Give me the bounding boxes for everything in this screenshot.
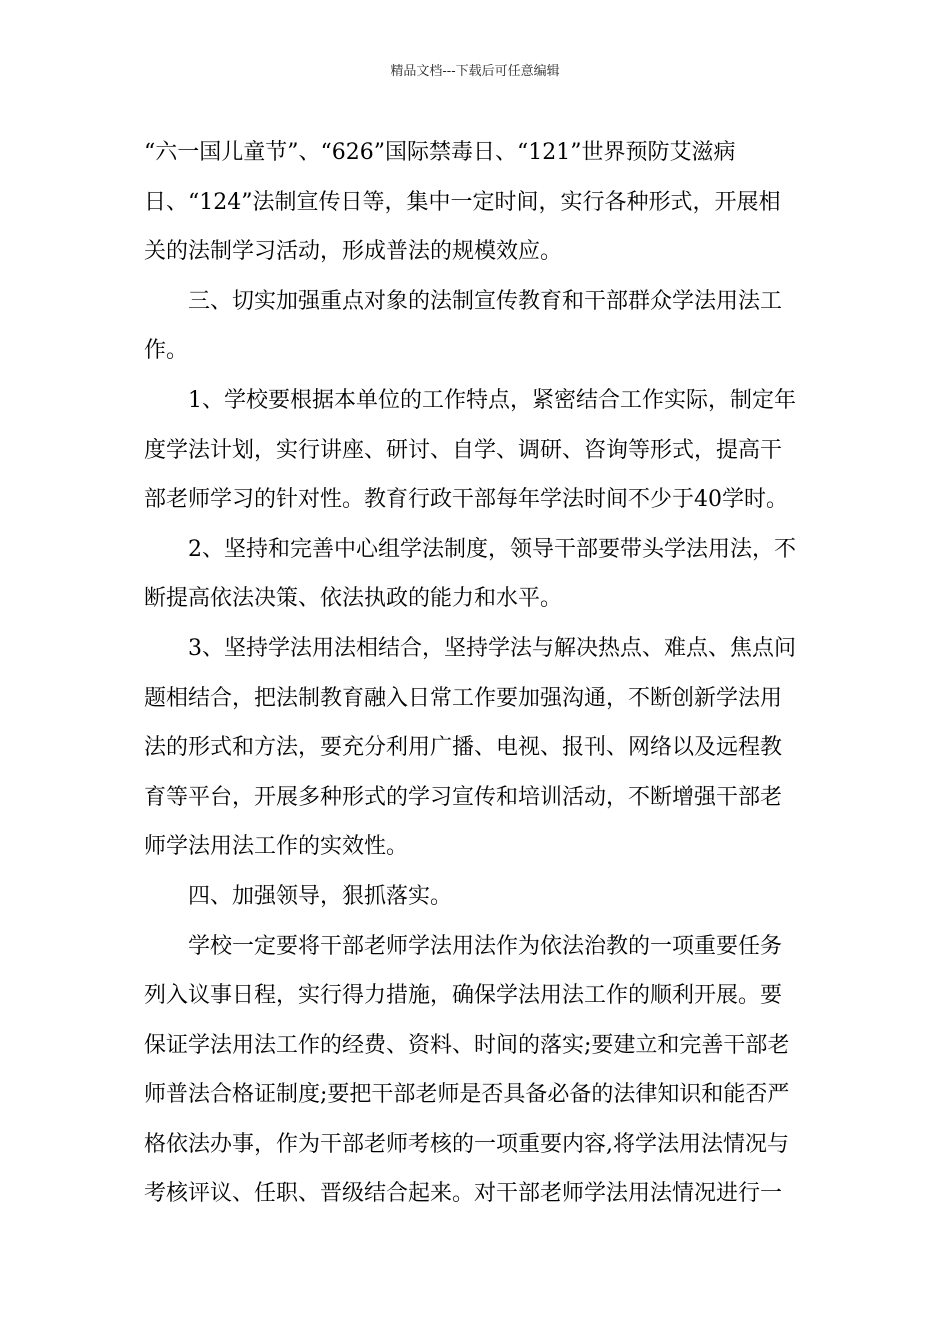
text-line: 度学法计划，实行讲座、研讨、自学、调研、咨询等形式，提高干 — [144, 437, 783, 463]
text-line: 关的法制学习活动，形成普法的规模效应。 — [144, 239, 563, 265]
text-line: 育等平台，开展多种形式的学习宣传和培训活动，不断增强干部老 — [144, 784, 783, 810]
text-line: 学校一定要将干部老师学法用法作为依法治教的一项重要任务 — [144, 933, 783, 959]
document-body — [144, 128, 806, 1219]
text-line: “六一国儿童节”、“626”国际禁毒日、“121”世界预防艾滋病 — [144, 140, 736, 165]
text-line: 列入议事日程，实行得力措施，确保学法用法工作的顺利开展。要 — [144, 983, 783, 1009]
section-heading: 三、切实加强重点对象的法制宣传教育和干部群众学法用法工 — [144, 288, 783, 314]
text-line: 作。 — [144, 338, 189, 364]
text-line: 师学法用法工作的实效性。 — [144, 834, 409, 860]
text-line: 法的形式和方法，要充分利用广播、电视、报刊、网络以及远程教 — [144, 735, 783, 761]
text-line: 题相结合，把法制教育融入日常工作要加强沟通，不断创新学法用 — [144, 685, 783, 711]
text-line: 1、学校要根据本单位的工作特点，紧密结合工作实际，制定年 — [144, 387, 796, 413]
text-line: 格依法办事，作为干部老师考核的一项重要内容,将学法用法情况与 — [144, 1131, 789, 1157]
text-line: 断提高依法决策、依法执政的能力和水平。 — [144, 586, 563, 612]
text-line: 保证学法用法工作的经费、资料、时间的落实;要建立和完善干部老 — [144, 1032, 790, 1058]
text-line: 师普法合格证制度;要把干部老师是否具备必备的法律知识和能否严 — [144, 1082, 790, 1108]
section-heading: 四、加强领导，狠抓落实。 — [144, 883, 453, 909]
text-line: 部老师学习的针对性。教育行政干部每年学法时间不少于40学时。 — [144, 487, 788, 513]
text-line: 2、坚持和完善中心组学法制度，领导干部要带头学法用法，不 — [144, 536, 796, 562]
page-header: 精品文档---下载后可任意编辑 — [390, 64, 560, 79]
text-line: 考核评议、任职、晋级结合起来。对干部老师学法用法情况进行一 — [144, 1181, 783, 1207]
text-line: 日、“124”法制宣传日等，集中一定时间，实行各种形式，开展相 — [144, 189, 781, 215]
text-line: 3、坚持学法用法相结合，坚持学法与解决热点、难点、焦点问 — [144, 635, 796, 661]
